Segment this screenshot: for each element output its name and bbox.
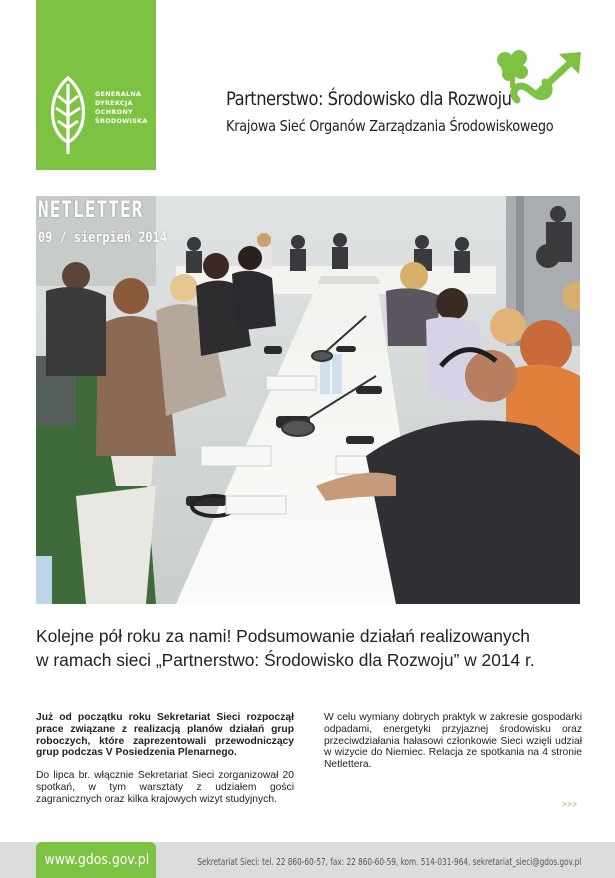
body-left-column (36, 712, 294, 817)
website-link[interactable] (36, 842, 156, 878)
tree-arrow-icon (495, 48, 583, 116)
page-subtitle: Krajowa Sieć Organów Zarządzania Środowiskowego (226, 117, 554, 135)
gdos-logo-line: ŚRODOWISKA (95, 117, 148, 125)
body-paragraph: Do lipca br. włącznie Sekretariat Sieci zorganizował 20 spotkań, w tym warsztaty z udziałem gości zagranicznych oraz kilka krajowych wizyt studyjnych. (36, 770, 294, 805)
gdos-logo-line: GENERALNA (95, 90, 142, 98)
headline-line: w ramach sieci „Partnerstwo: Środowisko dla Rozwoju” w 2014 r. (36, 650, 535, 670)
meeting-photo-illustration (36, 196, 580, 604)
gdos-logo (36, 0, 156, 170)
footer-contact: Sekretariat Sieci: tel. 22 860-60-57, fax: 22 860-60-59, kom. 514-031-964, sekretariat_sieci@gdos.gov.pl (196, 857, 581, 868)
gdos-logo-text (95, 90, 148, 126)
more-link[interactable]: >>> (562, 800, 578, 809)
netletter-label: NETLETTER (38, 198, 144, 223)
page-title: Partnerstwo: Środowisko dla Rozwoju (226, 88, 512, 110)
body-paragraph: W celu wymiany dobrych praktyk w zakresie gospodarki odpadami, energetyki przyjaznej środowisku oraz przeciwdziałania hałasowi członkowie Sieci wzięli udział w wizycie do Niemiec. Relacja ze spotkania na 4 stronie Netlettera. (324, 712, 582, 771)
lead-paragraph: Już od początku roku Sekretariat Sieci rozpoczął prace związane z realizacją planów działań grup roboczych, które zaprezentowali przewodniczący grup podczas V Posiedzenia Plenarnego. (36, 712, 294, 759)
meeting-photo (36, 196, 580, 604)
gdos-logo-line: OCHRONY (95, 108, 133, 116)
issue-date: 09 / sierpień 2014 (38, 230, 167, 246)
gdos-logo-line: DYREKCJA (95, 99, 133, 107)
headline (36, 624, 596, 672)
website-link-text: www.gdos.gov.pl (44, 852, 150, 868)
leaf-icon (48, 74, 88, 156)
body-right-column (324, 712, 582, 782)
headline-line: Kolejne pół roku za nami! Podsumowanie działań realizowanych (36, 626, 530, 646)
